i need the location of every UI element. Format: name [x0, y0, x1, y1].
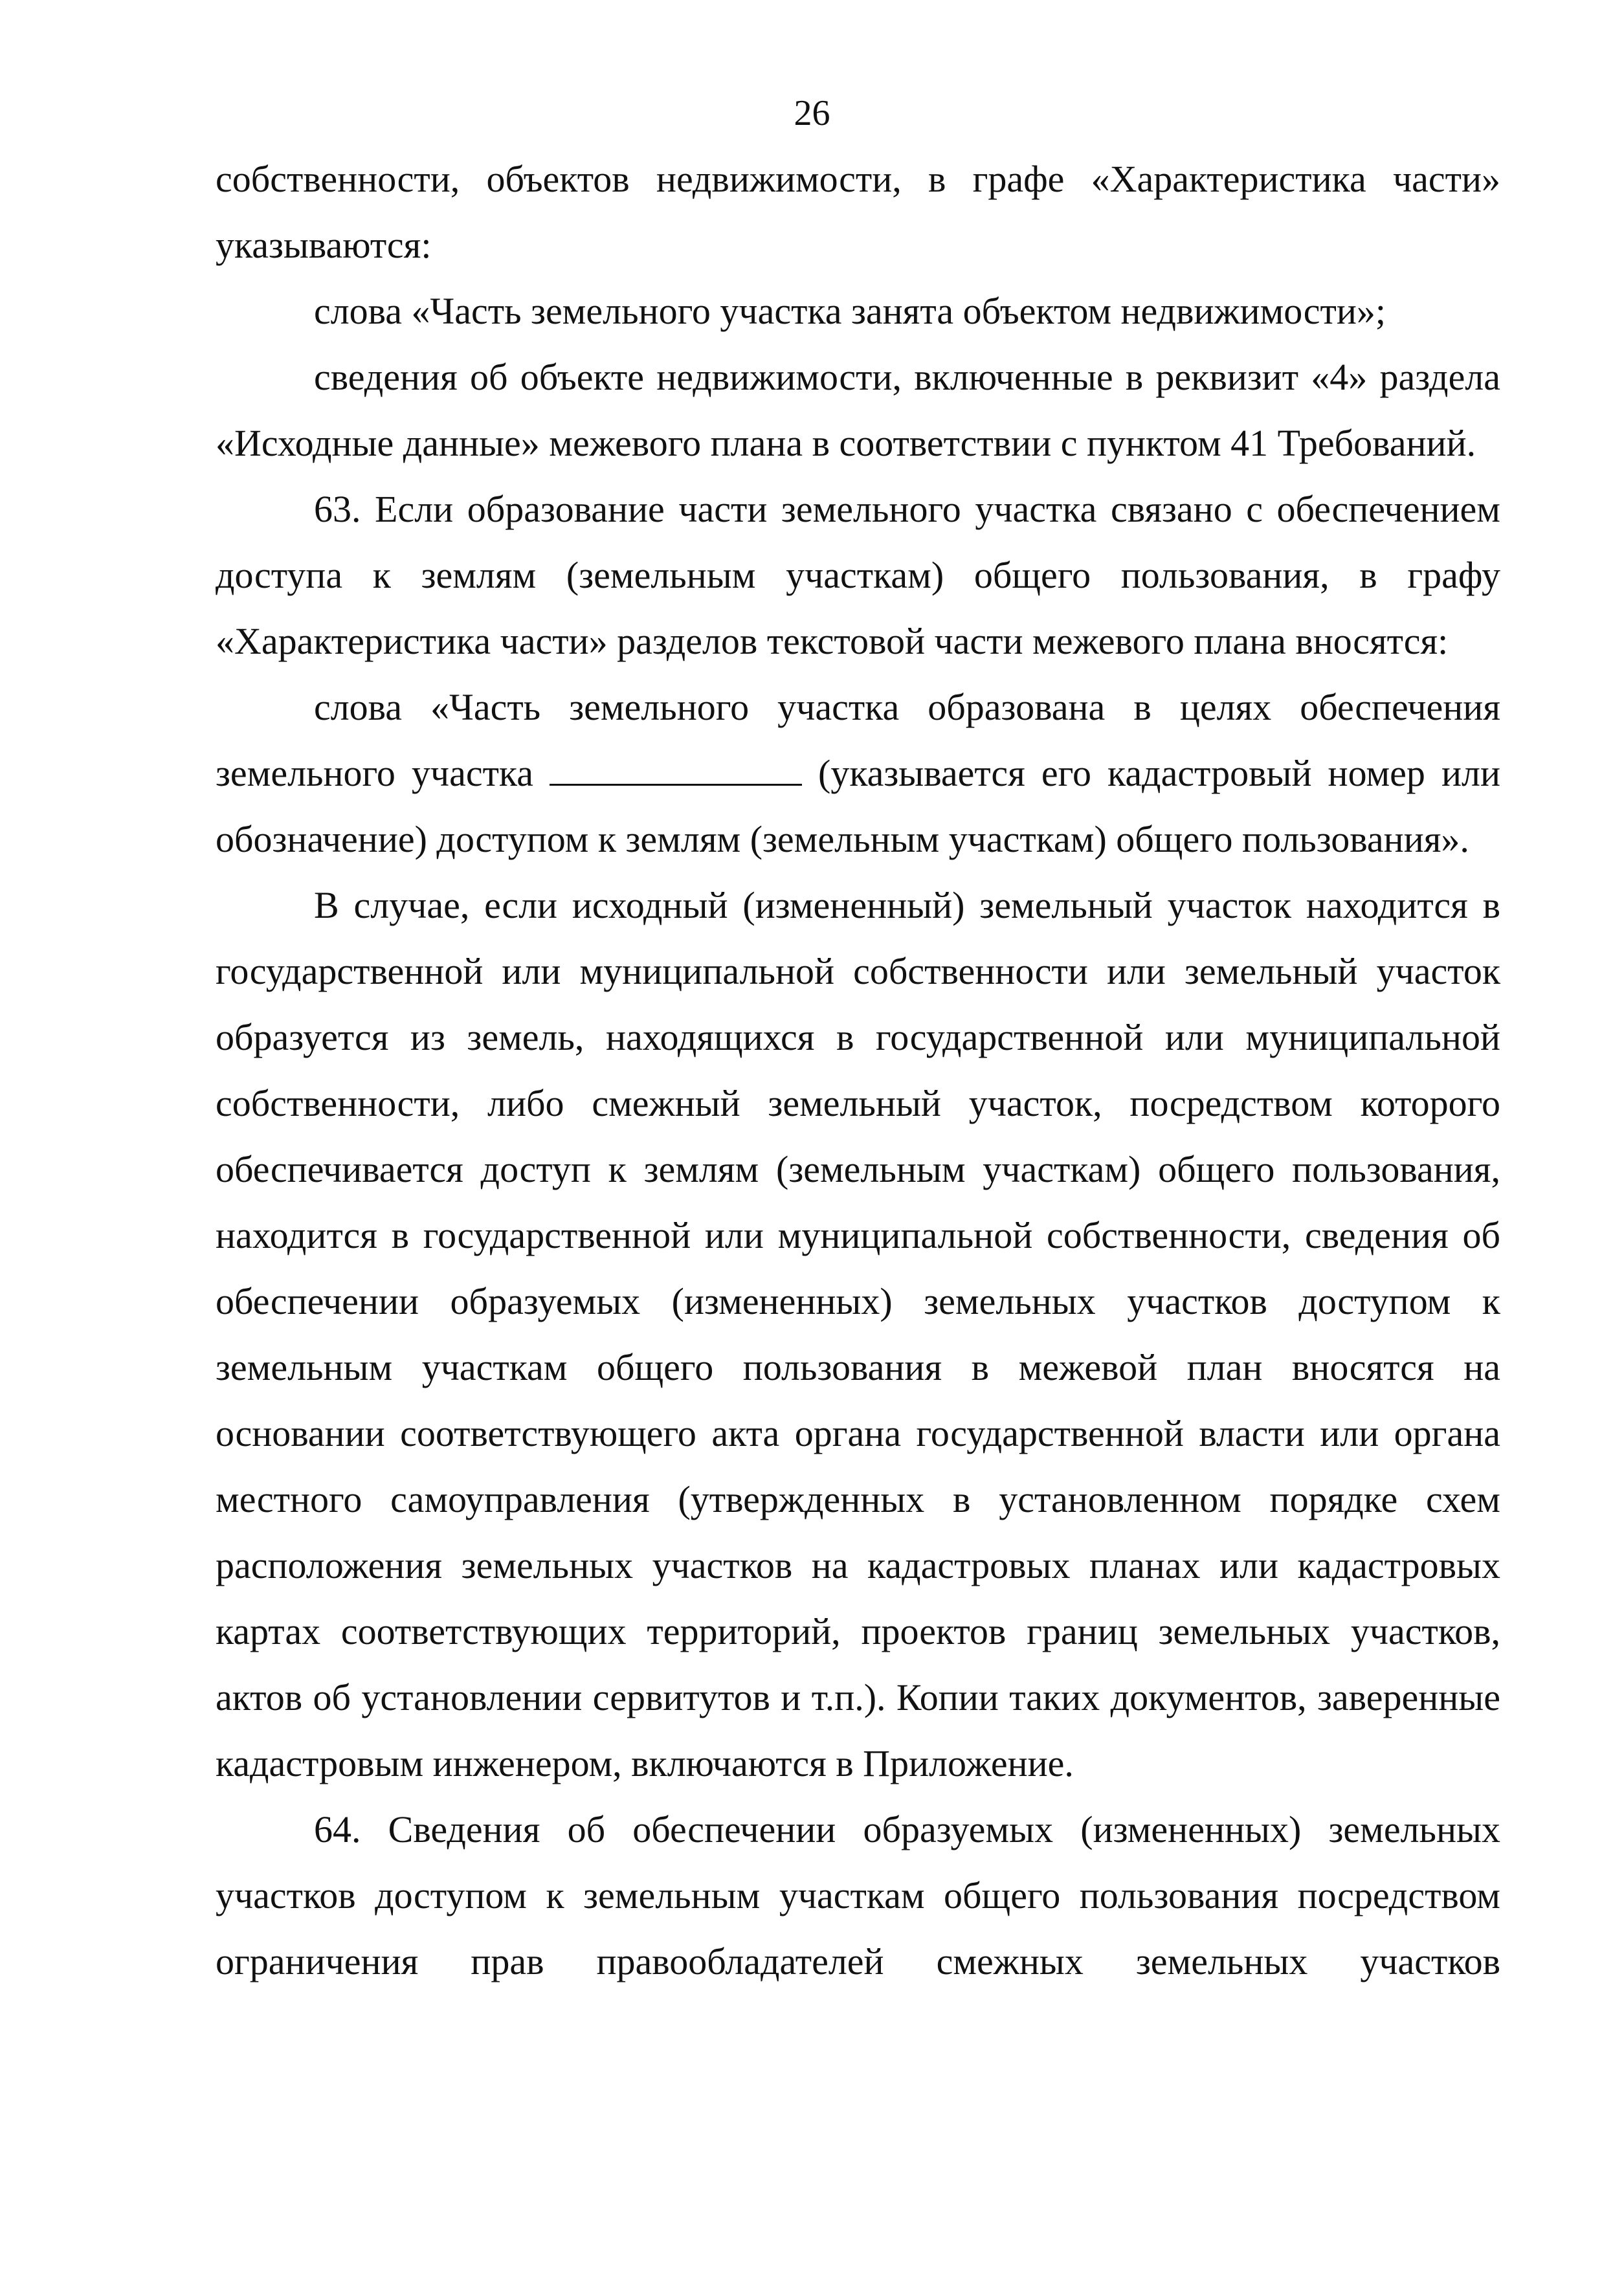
paragraph-words-part-occupied: слова «Часть земельного участка занята объектом недвижимости»;: [314, 290, 1386, 332]
page-number: 26: [794, 93, 830, 133]
document-body: [216, 146, 1500, 1995]
paragraph-words-access-start: слова «Часть земельного участка образована в целях обеспечения земельного участка: [216, 686, 1500, 794]
paragraph-words-access-end: (указывается его кадастровый номер или обозначение) доступом к землям (земельным участкам) общего пользования».: [216, 752, 1500, 860]
paragraph-state-property-case: В случае, если исходный (измененный) земельный участок находится в государственной или муниципальной собственности или земельный участок образуется из земель, находящихся в государственной или муниципальной собственности, либо смежный земельный участок, посредством которого обеспечивается доступ к землям (земельным участкам) общего пользования, находится в государственной или муниципальной собственности, сведения об обеспечении образуемых (измененных) земельных участков доступом к земельным участкам общего пользования в межевой план вносятся на основании соответствующего акта органа государственной власти или органа местного самоуправления (утвержденных в установленном порядке схем расположения земельных участков на кадастровых планах или кадастровых картах соответствующих территорий, проектов границ земельных участков, актов об установлении сервитутов и т.п.). Копии таких документов, заверенные кадастровым инженером, включаются в Приложение.: [216, 884, 1500, 1784]
paragraph-clause-63: 63. Если образование части земельного участка связано с обеспечением доступа к землям (земельным участкам) общего пользования, в графу «Характеристика части» разделов текстовой части межевого плана вносятся:: [216, 488, 1500, 662]
paragraph-object-info: сведения об объекте недвижимости, включенные в реквизит «4» раздела «Исходные данные» межевого плана в соответствии с пунктом 41 Требований.: [216, 356, 1500, 464]
paragraph-clause-64: 64. Сведения об обеспечении образуемых (измененных) земельных участков доступом к земельным участкам общего пользования посредством ограничения прав правообладателей смежных земельных участков: [216, 1808, 1500, 1982]
blank-fill-line: [550, 755, 802, 786]
paragraph-words-access: [216, 674, 1500, 872]
paragraph-continuation: собственности, объектов недвижимости, в графе «Характеристика части» указываются:: [216, 158, 1500, 266]
